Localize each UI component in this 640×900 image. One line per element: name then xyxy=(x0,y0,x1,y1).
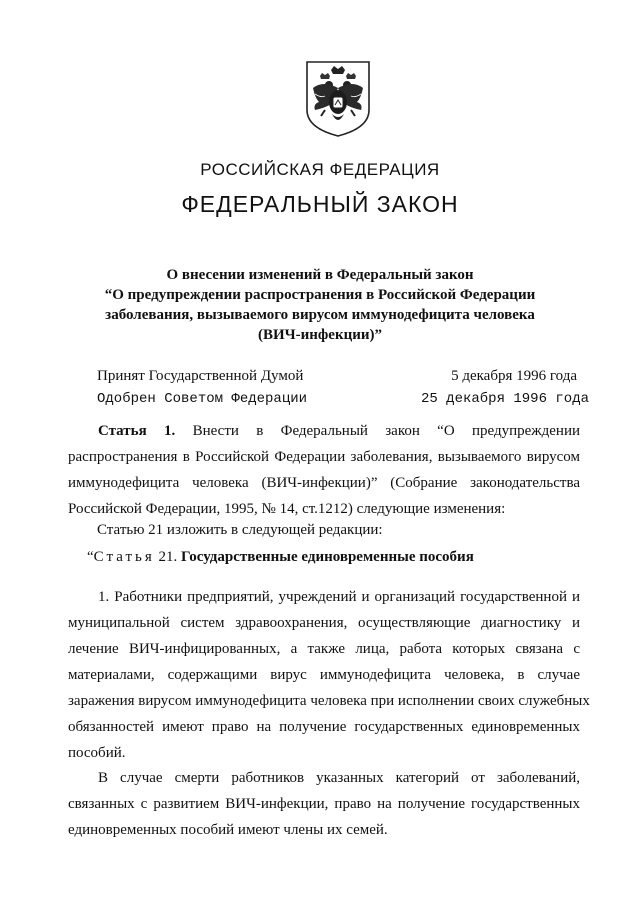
article-21-title: Государственные единовременные пособия xyxy=(181,549,474,565)
paragraph-1-line: муниципальной систем здравоохранения, осуществляющие диагностику и xyxy=(68,615,580,631)
article-1-label: Статья 1. xyxy=(98,423,176,439)
council-approval-row xyxy=(97,391,589,407)
council-approval-label: Одобрен Советом Федерации xyxy=(97,391,308,407)
coat-of-arms-emblem xyxy=(303,58,373,138)
article-1-line: иммунодефицита человека (ВИЧ-инфекции)” (Собрание законодательства xyxy=(68,475,580,491)
paragraph-2-line: связанных с развитием ВИЧ-инфекции, право на получение государственных xyxy=(68,796,580,812)
duma-adoption-date: 5 декабря 1996 года xyxy=(451,368,577,384)
paragraph-1-line: заражения вирусом иммунодефицита человека при исполнении своих служебных xyxy=(68,693,590,709)
article-21-number: 21. xyxy=(158,549,178,565)
paragraph-1-line: 1. Работники предприятий, учреждений и организаций государственной и xyxy=(98,589,580,605)
state-name: РОССИЙСКАЯ ФЕДЕРАЦИЯ xyxy=(200,160,440,179)
quote-open: “ xyxy=(87,549,94,565)
paragraph-1-line: материалами, содержащими вирус иммунодефицита человека, в случае xyxy=(68,667,580,683)
law-title xyxy=(80,265,560,345)
duma-adoption-row xyxy=(97,368,577,385)
council-approval-date: 25 декабря 1996 года xyxy=(420,391,589,407)
paragraph-1-line: лечение ВИЧ-инфицированных, а также лица, работа которых связана с xyxy=(68,641,580,657)
law-title-line: (ВИЧ-инфекции)” xyxy=(257,327,383,343)
law-title-line: “О предупреждении распространения в Российской Федерации xyxy=(104,287,536,303)
article-1-line: распространения в Российской Федерации заболевания, вызываемого вирусом xyxy=(68,449,580,465)
article-1 xyxy=(68,418,580,522)
duma-adoption-label: Принят Государственной Думой xyxy=(97,368,304,384)
article-1-line: Статья 1. Внести в Федеральный закон “О предупреждении xyxy=(98,423,581,439)
paragraph-1-line: обязанностей имеют право на получение государственных единовременных xyxy=(68,719,580,735)
paragraph-2-line: В случае смерти работников указанных категорий от заболеваний, xyxy=(98,770,580,786)
law-title-line: заболевания, вызываемого вирусом иммунодефицита человека xyxy=(105,307,535,323)
article-21-heading xyxy=(87,549,474,566)
paragraph-1-line: пособий. xyxy=(68,745,126,761)
paragraph-2-line: единовременных пособий имеют члены их семей. xyxy=(68,822,388,838)
law-type-heading: ФЕДЕРАЛЬНЫЙ ЗАКОН xyxy=(181,191,459,217)
paragraph-1 xyxy=(68,584,590,766)
article-21-label: Статья xyxy=(93,549,155,565)
article-1-line: Российской Федерации, 1995, № 14, ст.1212) следующие изменения: xyxy=(68,501,506,517)
law-title-line: О внесении изменений в Федеральный закон xyxy=(166,267,474,283)
paragraph-2 xyxy=(68,765,580,843)
article-21-intro: Статью 21 изложить в следующей редакции: xyxy=(97,522,383,538)
